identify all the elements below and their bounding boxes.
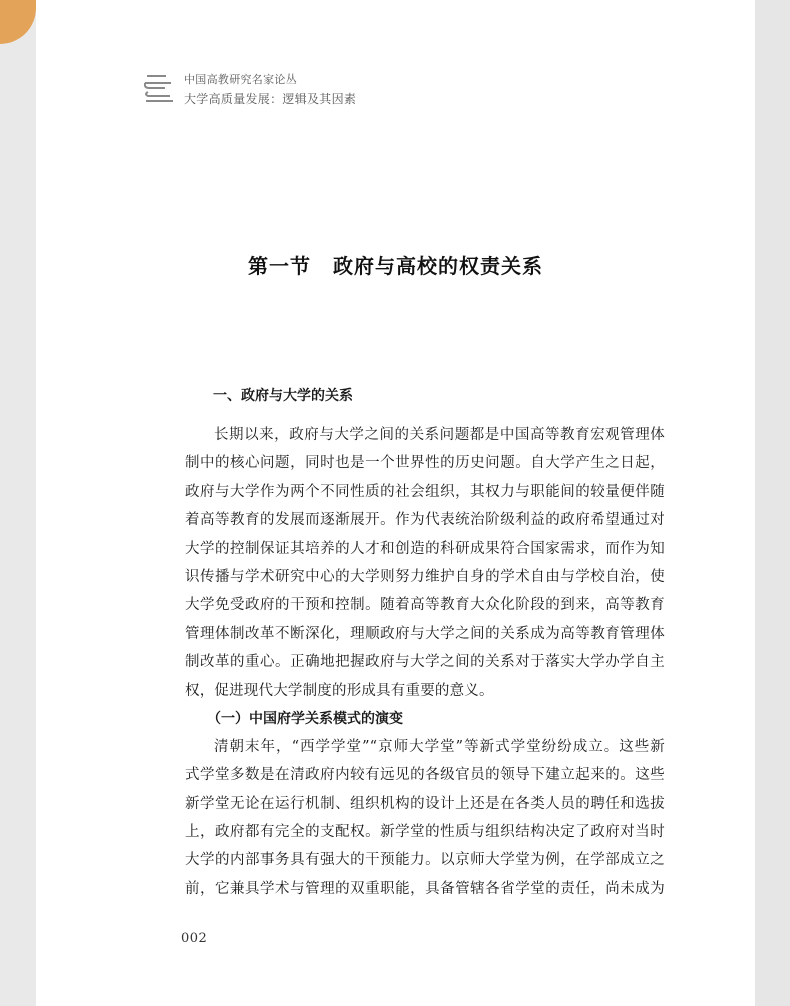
paragraph xyxy=(185,421,665,705)
text-line: 大学的控制保证其培养的人才和创造的科研成果符合国家需求，而作为知 xyxy=(185,540,665,557)
text-line: 清朝末年，“西学学堂”“京师大学堂”等新式学堂纷纷成立。这些新 xyxy=(214,738,665,755)
series-logo-icon xyxy=(144,72,174,104)
text-line: 政府与大学作为两个不同性质的社会组织，其权力与职能间的较量便伴随 xyxy=(185,483,665,500)
text-line: 制中的核心问题，同时也是一个世界性的历史问题。自大学产生之日起， xyxy=(185,455,665,472)
page-edge xyxy=(755,0,790,1006)
text-line: 识传播与学术研究中心的大学则努力维护自身的学术自由与学校自治，使 xyxy=(185,568,665,585)
text-line: 权，促进现代大学制度的形成具有重要的意义。 xyxy=(185,682,494,699)
paragraph xyxy=(185,733,665,903)
running-header xyxy=(144,68,464,108)
text-line: 大学免受政府的干预和控制。随着高等教育大众化阶段的到来，高等教育 xyxy=(185,597,665,614)
heading-relationship-evolution: （一）中国府学关系模式的演变 xyxy=(207,710,403,727)
text-line: 着高等教育的发展而逐渐展开。作为代表统治阶级利益的政府希望通过对 xyxy=(185,512,665,529)
section-label: 第一节 xyxy=(248,254,311,278)
text-line: 新学堂无论在运行机制、组织机构的设计上还是在各类人员的聘任和选拔 xyxy=(185,795,665,812)
body-text xyxy=(185,383,665,903)
book-title: 大学高质量发展：逻辑及其因素 xyxy=(184,92,357,106)
section-title xyxy=(36,250,755,279)
text-line: 大学的内部事务具有强大的干预能力。以京师大学堂为例，在学部成立之 xyxy=(185,852,665,869)
document-page xyxy=(36,0,755,1006)
text-line: 制改革的重心。正确地把握政府与大学之间的关系对于落实大学办学自主 xyxy=(185,654,665,671)
page-number: 002 xyxy=(181,931,208,946)
text-line: 前，它兼具学术与管理的双重职能，具备管辖各省学堂的责任，尚未成为 xyxy=(185,880,665,897)
series-title: 中国高教研究名家论丛 xyxy=(184,73,297,86)
text-line: 管理体制改革不断深化，理顺政府与大学之间的关系成为高等教育管理体 xyxy=(185,625,665,642)
text-line: 式学堂多数是在清政府内较有远见的各级官员的领导下建立起来的。这些 xyxy=(185,767,665,784)
heading-government-university: 一、政府与大学的关系 xyxy=(213,388,353,404)
text-line: 长期以来，政府与大学之间的关系问题都是中国高等教育宏观管理体 xyxy=(214,427,665,443)
section-heading: 政府与高校的权责关系 xyxy=(333,254,543,278)
corner-accent xyxy=(0,0,36,44)
text-line: 上，政府都有完全的支配权。新学堂的性质与组织结构决定了政府对当时 xyxy=(185,824,665,841)
